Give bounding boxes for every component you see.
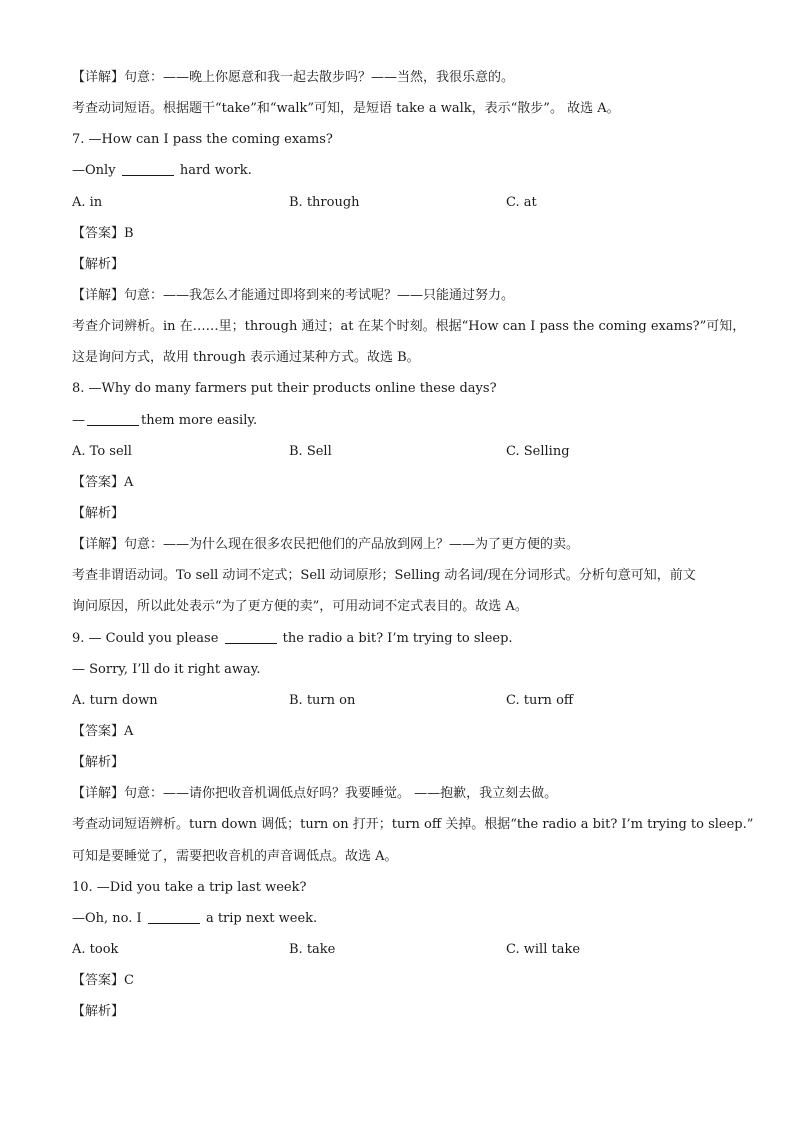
analysis-label: 【解析】 [72,1004,125,1020]
q7-answer-line [72,218,732,249]
q9-option-c: C. turn off [506,692,574,708]
q10-reply-before: —Oh, no. I [72,910,142,926]
q10-answer: C [124,973,134,989]
analysis-label: 【解析】 [72,505,125,521]
q7-stem: 7. —How can I pass the coming exams? [72,132,333,148]
answer-label: 【答案】 [72,723,125,739]
q8-explain-line-2: 询问原因，所以此处表示“为了更方便的卖”，可用动词不定式表目的。故选 A。 [72,599,528,615]
detail-label: 【详解】 [72,786,125,802]
q8-detail-text: 句意：——为什么现在很多农民把他们的产品放到网上？——为了更方便的卖。 [124,537,580,553]
q10-answer-line [72,965,732,996]
q7-reply [72,155,732,186]
q6-detail-line [72,62,732,93]
answer-label: 【答案】 [72,973,125,989]
q10-reply [72,903,732,934]
q9-explain-line-2: 可知是要睡觉了，需要把收音机的声音调低点。故选 A。 [72,848,398,864]
q7-analysis-line [72,249,732,280]
q8-answer-line [72,467,732,498]
detail-label: 【详解】 [72,287,125,303]
q9-options [72,685,732,716]
q7-option-a: A. in [72,194,103,210]
q7-detail-text: 句意：——我怎么才能通过即将到来的考试呢？——只能通过努力。 [124,287,515,303]
q8-option-a: A. To sell [72,443,132,459]
analysis-label: 【解析】 [72,755,125,771]
q7-blank [122,161,174,176]
q8-explain-line-1: 考查非谓语动词。To sell 动词不定式；Sell 动词原形；Selling 动名词/现在分词形式。分析句意可知，前文 [72,568,696,584]
q7-option-b: B. through [289,194,360,210]
answer-label: 【答案】 [72,474,125,490]
q9-detail-line [72,778,732,809]
detail-label: 【详解】 [72,70,125,85]
document-page [72,62,754,1027]
q8-options [72,436,732,467]
q7-answer: B [124,225,134,241]
q6-detail-text: 句意：——晚上你愿意和我一起去散步吗？——当然，我很乐意的。 [124,70,515,85]
q8-option-c: C. Selling [506,443,570,459]
q9-option-b: B. turn on [289,692,356,708]
q10-analysis-line [72,996,732,1027]
q8-reply [72,405,732,436]
q7-option-c: C. at [506,194,537,210]
q10-stem: 10. —Did you take a trip last week? [72,879,307,895]
q8-blank [87,411,139,426]
q7-reply-before: —Only [72,163,116,179]
q9-stem-after: the radio a bit? I’m trying to sleep. [282,630,513,646]
q8-option-b: B. Sell [289,443,332,459]
q8-detail-line [72,529,732,560]
detail-label: 【详解】 [72,537,125,553]
q10-option-c: C. will take [506,941,581,957]
q10-options [72,934,732,965]
q8-reply-before: — [72,412,85,428]
q7-reply-after: hard work. [179,163,252,179]
q9-analysis-line [72,747,732,778]
q9-stem [72,623,732,654]
q8-reply-after: them more easily. [141,412,258,428]
q10-blank [148,909,200,924]
q9-answer-line [72,716,732,747]
q8-analysis-line [72,498,732,529]
q10-option-b: B. take [289,941,336,957]
q7-explain-line-2: 这是询问方式，故用 through 表示通过某种方式。故选 B。 [72,350,420,366]
q9-stem-before: 9. — Could you please [72,630,219,646]
q9-option-a: A. turn down [72,692,158,708]
q9-blank [225,629,277,644]
q7-explain-line-1: 考查介词辨析。in 在……里；through 通过；at 在某个时刻。根据“How can I pass the coming exams?”可知， [72,319,746,335]
q9-reply: — Sorry, I’ll do it right away. [72,661,261,677]
q10-option-a: A. took [72,941,119,957]
analysis-label: 【解析】 [72,256,125,272]
q6-explain-line: 考查动词短语。根据题干“take”和“walk”可知，是短语 take a walk，表示“散步”。 故选 A。 [72,101,620,117]
q9-answer: A [124,723,134,739]
q7-detail-line [72,280,732,311]
q9-explain-line-1: 考查动词短语辨析。turn down 调低；turn on 打开；turn off 关掉。根据“the radio a bit? I’m trying to sleep.” [72,817,754,833]
q7-options [72,187,732,218]
q9-detail-text: 句意：——请你把收音机调低点好吗？我要睡觉。 ——抱歉，我立刻去做。 [124,786,558,802]
answer-label: 【答案】 [72,225,125,241]
q10-reply-after: a trip next week. [205,910,318,926]
q8-stem: 8. —Why do many farmers put their products online these days? [72,381,497,397]
q8-answer: A [124,474,134,490]
